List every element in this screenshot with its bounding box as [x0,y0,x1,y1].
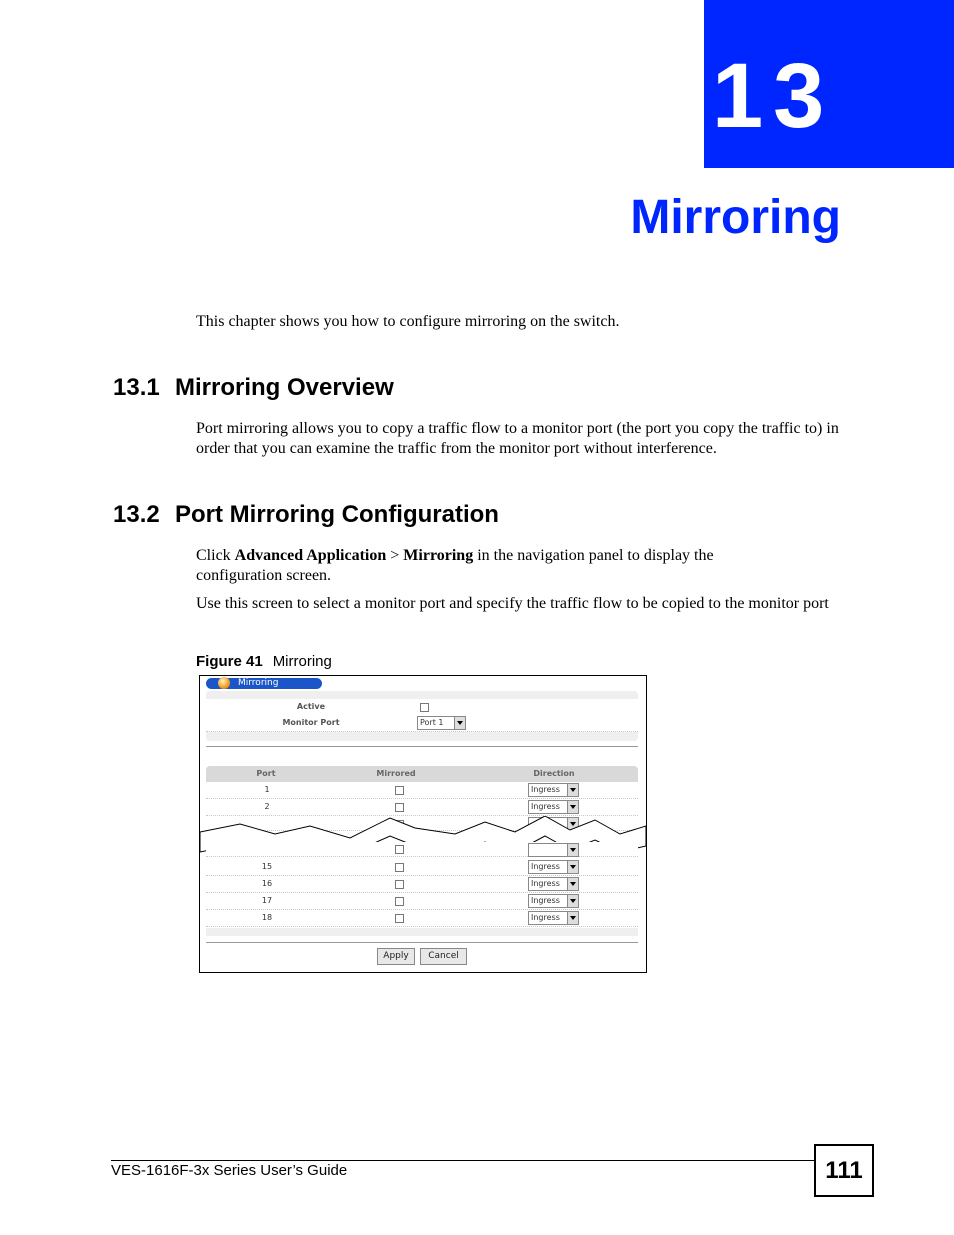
direction-value: Ingress [531,862,560,871]
dropdown-arrow-icon [567,844,578,856]
mirrored-checkbox[interactable] [395,863,404,872]
table-row-partial [206,842,638,857]
direction-select[interactable] [528,843,579,857]
direction-select[interactable] [528,894,579,908]
dropdown-arrow-icon [454,717,465,729]
monitor-port-row [206,715,638,732]
dropdown-arrow-icon [567,912,578,924]
footer-guide-title: VES-1616F-3x Series User’s Guide [111,1162,348,1179]
section-title: Port Mirroring Configuration [175,501,499,528]
nav-path-mirroring: Mirroring [403,547,474,564]
chapter-title: Mirroring [630,191,841,244]
mirrored-checkbox[interactable] [395,786,404,795]
nav-path-advanced-application: Advanced Application [234,547,387,564]
section-divider [206,942,638,943]
port-number: 16 [261,879,273,888]
table-row [206,910,638,927]
direction-value: Ingress [531,913,560,922]
active-checkbox[interactable] [420,703,429,712]
section-number: 13.2 [113,501,160,528]
direction-value: Ingress [531,896,560,905]
port-number: 15 [261,862,273,871]
mirroring-tab [206,678,322,689]
direction-select[interactable] [528,860,579,874]
mirrored-checkbox[interactable] [395,897,404,906]
direction-select[interactable] [528,800,579,814]
table-header [206,766,638,782]
page-number: 111 [814,1144,874,1197]
table-row [206,893,638,910]
direction-select[interactable] [528,877,579,891]
port-header: Port [256,769,276,778]
tab-title: Mirroring [238,678,279,688]
direction-value: Ingress [531,802,560,811]
intro-paragraph: This chapter shows you how to configure mirroring on the switch. [196,313,620,330]
section-title: Mirroring Overview [175,374,394,401]
monitor-port-label: Monitor Port [282,718,340,727]
cancel-button[interactable]: Cancel [420,948,467,965]
text-run: Click [196,547,235,564]
section-number: 13.1 [113,374,160,401]
figure-title: Mirroring [272,653,332,670]
config-paragraph-2: Use this screen to select a monitor port and specify the traffic flow to be copied to the monitor port [196,595,829,612]
config-paragraph-1 [196,546,796,586]
footer-rule [111,1160,815,1161]
active-label: Active [296,702,326,711]
figure-caption [196,653,332,670]
mirrored-checkbox[interactable] [395,914,404,923]
section-heading-overview [113,374,394,402]
table-row [206,799,638,816]
mirrored-checkbox[interactable] [395,803,404,812]
dropdown-arrow-icon [567,861,578,873]
port-number: 17 [261,896,273,905]
port-number: 2 [264,802,270,811]
apply-button[interactable]: Apply [377,948,415,965]
direction-header: Direction [533,769,575,778]
monitor-port-value: Port 1 [420,718,444,727]
mirrored-checkbox[interactable] [395,880,404,889]
mirrored-header: Mirrored [376,769,416,778]
overview-paragraph: Port mirroring allows you to copy a traffic flow to a monitor port (the port you copy the traffic to) in order that you can examine the traffic from the monitor port without interference. [196,420,839,457]
figure-label: Figure 41 [196,653,263,670]
active-row [206,699,638,716]
dropdown-arrow-icon [567,895,578,907]
chapter-number: 13 [712,45,835,147]
port-number: 1 [264,785,270,794]
mirroring-screenshot [199,675,647,973]
direction-value: Ingress [531,785,560,794]
dropdown-arrow-icon [567,784,578,796]
direction-select[interactable] [528,911,579,925]
text-run: > [386,547,404,564]
dropdown-arrow-icon [567,878,578,890]
text-run: in the navigation panel to display the configuration screen. [196,547,714,584]
direction-select[interactable] [528,783,579,797]
dropdown-arrow-icon [567,801,578,813]
direction-value: Ingress [531,879,560,888]
mirrored-checkbox[interactable] [395,845,404,854]
monitor-port-select[interactable] [417,716,466,730]
table-footer-band [206,928,638,936]
port-number: 18 [261,913,273,922]
section-heading-config [113,501,499,529]
section-divider [206,746,638,747]
table-row [206,876,638,893]
tab-orb-icon [218,677,230,689]
table-row [206,859,638,876]
table-row [206,782,638,799]
